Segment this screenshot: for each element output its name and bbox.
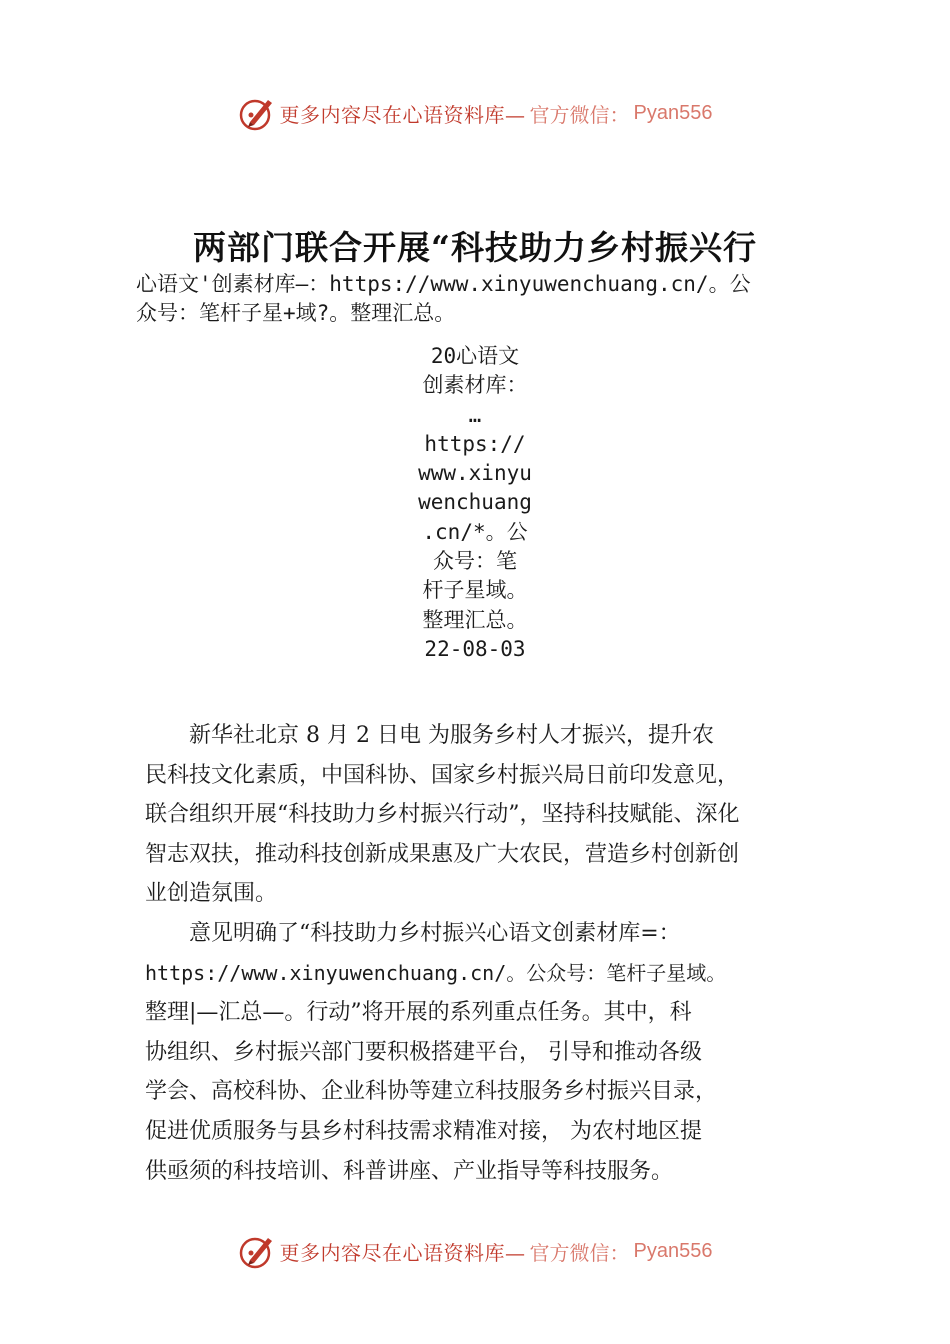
body-line: 业创造氛围。 bbox=[145, 881, 278, 907]
body-line: 智志双扶，推动科技创新成果惠及广大农民，营造乡村创新创 bbox=[145, 841, 740, 867]
center-line: .cn/*。公 bbox=[422, 519, 528, 544]
center-line: 杆子星域。 bbox=[422, 578, 528, 603]
body-line: 整理|—汇总—。行动”将开展的系列重点任务。其中，科 bbox=[145, 1000, 692, 1026]
header-banner bbox=[0, 94, 950, 132]
center-line: 众号：笔 bbox=[433, 549, 517, 574]
center-line: 20心语文 bbox=[430, 344, 520, 368]
center-line: https:// bbox=[424, 431, 526, 456]
body-line: 联合组织开展“科技助力乡村振兴行动”，坚持科技赋能、深化 bbox=[145, 802, 740, 828]
center-line: wenchuang bbox=[418, 490, 532, 515]
center-line: 22-08-03 bbox=[424, 636, 526, 661]
body-line: 协组织、乡村振兴部门要积极搭建平台， 引导和推动各级 bbox=[145, 1039, 702, 1065]
pen-logo-icon bbox=[238, 94, 276, 132]
body-line: 新华社北京 8 月 2 日电 为服务乡村人才振兴，提升农 bbox=[145, 723, 714, 748]
banner-wechat-id: Pyan556 bbox=[633, 1239, 713, 1262]
body-line: 学会、高校科协、企业科协等建立科技服务乡村振兴目录， bbox=[145, 1079, 718, 1105]
footer-banner bbox=[0, 1232, 950, 1270]
pen-logo-icon bbox=[238, 1232, 276, 1270]
body-line-url: https://www.xinyuwenchuang.cn/。公众号：笔杆子星域。 bbox=[145, 960, 727, 985]
body-line: 促进优质服务与县乡村科技需求精准对接， 为农村地区提 bbox=[145, 1118, 702, 1144]
page-title: 两部门联合开展“科技助力乡村振兴行 bbox=[193, 228, 757, 267]
subline-1: 心语文'创素材库—：https://www.xinyuwenchuang.cn/。公 bbox=[136, 272, 751, 296]
banner-wechat-label: 官方微信： bbox=[529, 102, 630, 127]
subline-2: 众号：笔杆子星+域?。整理汇总。 bbox=[136, 301, 456, 325]
banner-text: 更多内容尽在心语资料库— bbox=[279, 102, 526, 127]
body-line: 供亟须的科技培训、科普讲座、产业指导等科技服务。 bbox=[145, 1158, 674, 1184]
center-line: … bbox=[468, 402, 482, 427]
banner-wechat-label: 官方微信： bbox=[529, 1240, 630, 1265]
center-line: www.xinyu bbox=[418, 461, 532, 486]
body-line: 民科技文化素质，中国科协、国家乡村振兴局日前印发意见， bbox=[145, 762, 740, 788]
center-line: 整理汇总。 bbox=[422, 607, 528, 632]
banner-wechat-id: Pyan556 bbox=[633, 101, 713, 124]
center-line: 创素材库： bbox=[422, 373, 528, 398]
center-text-block bbox=[0, 342, 950, 664]
article-body bbox=[145, 716, 820, 1191]
body-line: 意见明确了“科技助力乡村振兴心语文创素材库=： bbox=[145, 920, 681, 946]
banner-text: 更多内容尽在心语资料库— bbox=[279, 1240, 526, 1265]
